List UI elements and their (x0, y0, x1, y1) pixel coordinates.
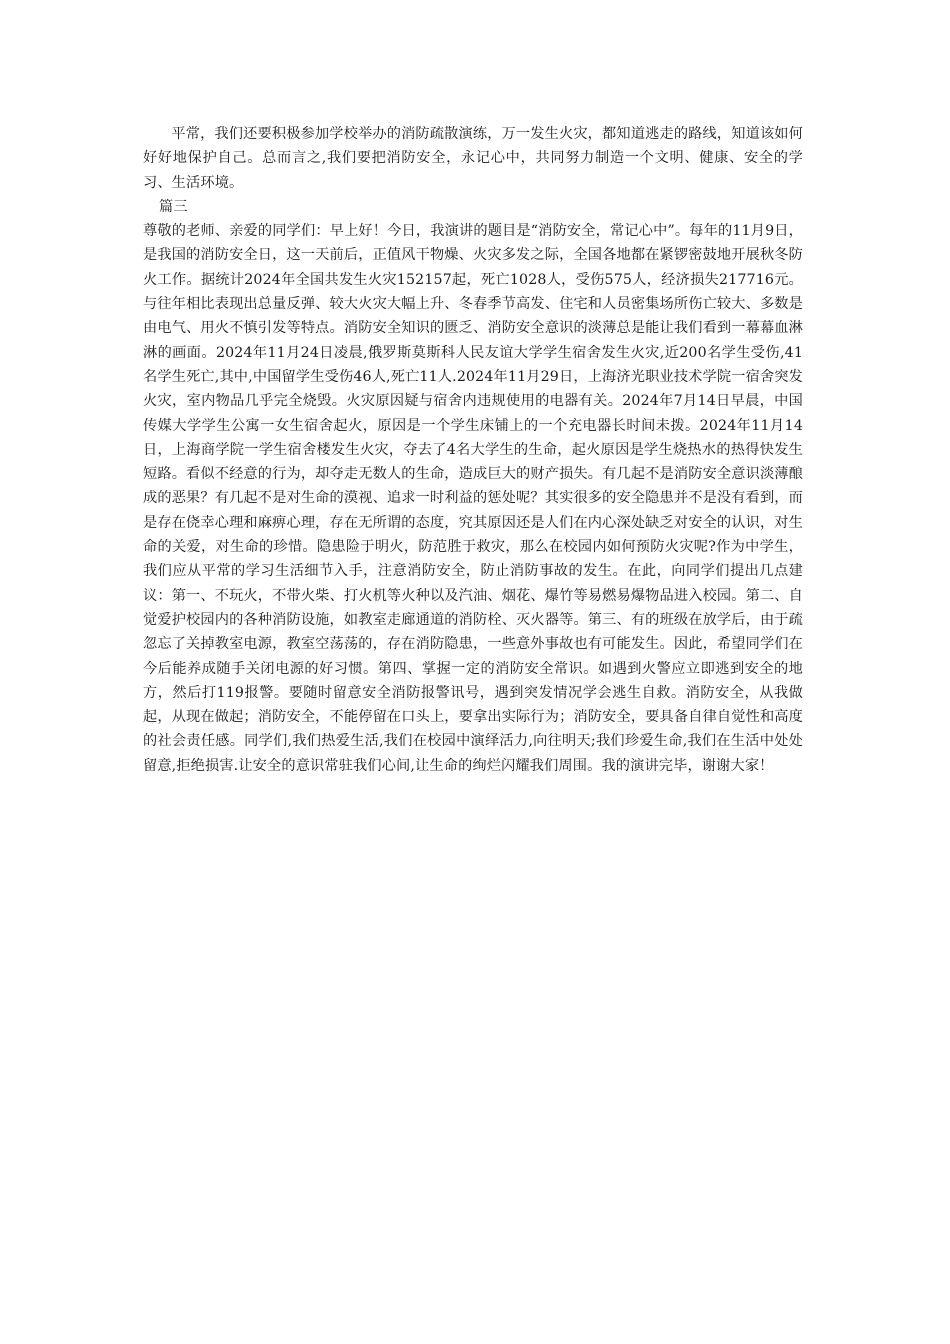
intro-paragraph: 平常，我们还要积极参加学校举办的消防疏散演练，万一发生火灾，都知道逃走的路线，知道该如何好好地保护自己。总而言之,我们要把消防安全，永记心中，共同努力制造一个文明、健康、安全的学习、生活环境。 (143, 126, 803, 191)
section-title: 篇三 (159, 198, 188, 215)
document-page (143, 122, 803, 778)
speech-paragraph: 尊敬的老师、亲爱的同学们：早上好！今日，我演讲的题目是“消防安全，常记心中”。每年的11月9日，是我国的消防安全日，这一天前后，正值风干物燥、火灾多发之际，全国各地都在紧锣密鼓地开展秋冬防火工作。据统计2024年全国共发生火灾152157起，死亡1028人，受伤575人，经济损失217716元。与往年相比表现出总量反弹、较大火灾大幅上升、冬春季节高发、住宅和人员密集场所伤亡较大、多数是由电气、用火不慎引发等特点。消防安全知识的匮乏、消防安全意识的淡薄总是能让我们看到一幕幕血淋淋的画面。2024年11月24日凌晨,俄罗斯莫斯科人民友谊大学学生宿舍发生火灾,近200名学生受伤,41名学生死亡,其中,中国留学生受伤46人,死亡11人.2024年11月29日，上海济光职业技术学院一宿舍突发火灾，室内物品几乎完全烧毁。火灾原因疑与宿舍内违规使用的电器有关。2024年7月14日早晨，中国传媒大学学生公寓一女生宿舍起火，原因是一个学生床铺上的一个充电器长时间未拨。2024年11月14日，上海商学院一学生宿舍楼发生火灾，夺去了4名大学生的生命，起火原因是学生烧热水的热得快发生短路。看似不经意的行为，却夺走无数人的生命，造成巨大的财产损失。有几起不是消防安全意识淡薄酿成的恶果？有几起不是对生命的漠视、追求一时利益的惩处呢？其实很多的安全隐患并不是没有看到，而是存在侥幸心理和麻痹心理，存在无所谓的态度，究其原因还是人们在内心深处缺乏对安全的认识，对生命的关爱，对生命的珍惜。隐患险于明火，防范胜于救灾，那么在校园内如何预防火灾呢?作为中学生，我们应从平常的学习生活细节入手，注意消防安全，防止消防事故的发生。在此，向同学们提出几点建议：第一、不玩火，不带火柴、打火机等火种以及汽油、烟花、爆竹等易燃易爆物品进入校园。第二、自觉爱护校园内的各种消防设施，如教室走廊通道的消防栓、灭火器等。第三、有的班级在放学后，由于疏忽忘了关掉教室电源，教室空荡荡的，存在消防隐患，一些意外事故也有可能发生。因此，希望同学们在今后能养成随手关闭电源的好习惯。第四、掌握一定的消防安全常识。如遇到火警应立即逃到安全的地方，然后打119报警。要随时留意安全消防报警讯号，遇到突发情况学会逃生自救。消防安全，从我做起，从现在做起；消防安全，不能停留在口头上，要拿出实际行为；消防安全，要具备自律自觉性和高度的社会责任感。同学们,我们热爱生活,我们在校园中演绎活力,向往明天;我们珍爱生命,我们在生活中处处留意,拒绝损害.让安全的意识常驻我们心间,让生命的绚烂闪耀我们周围。我的演讲完毕，谢谢大家！ (143, 223, 803, 774)
